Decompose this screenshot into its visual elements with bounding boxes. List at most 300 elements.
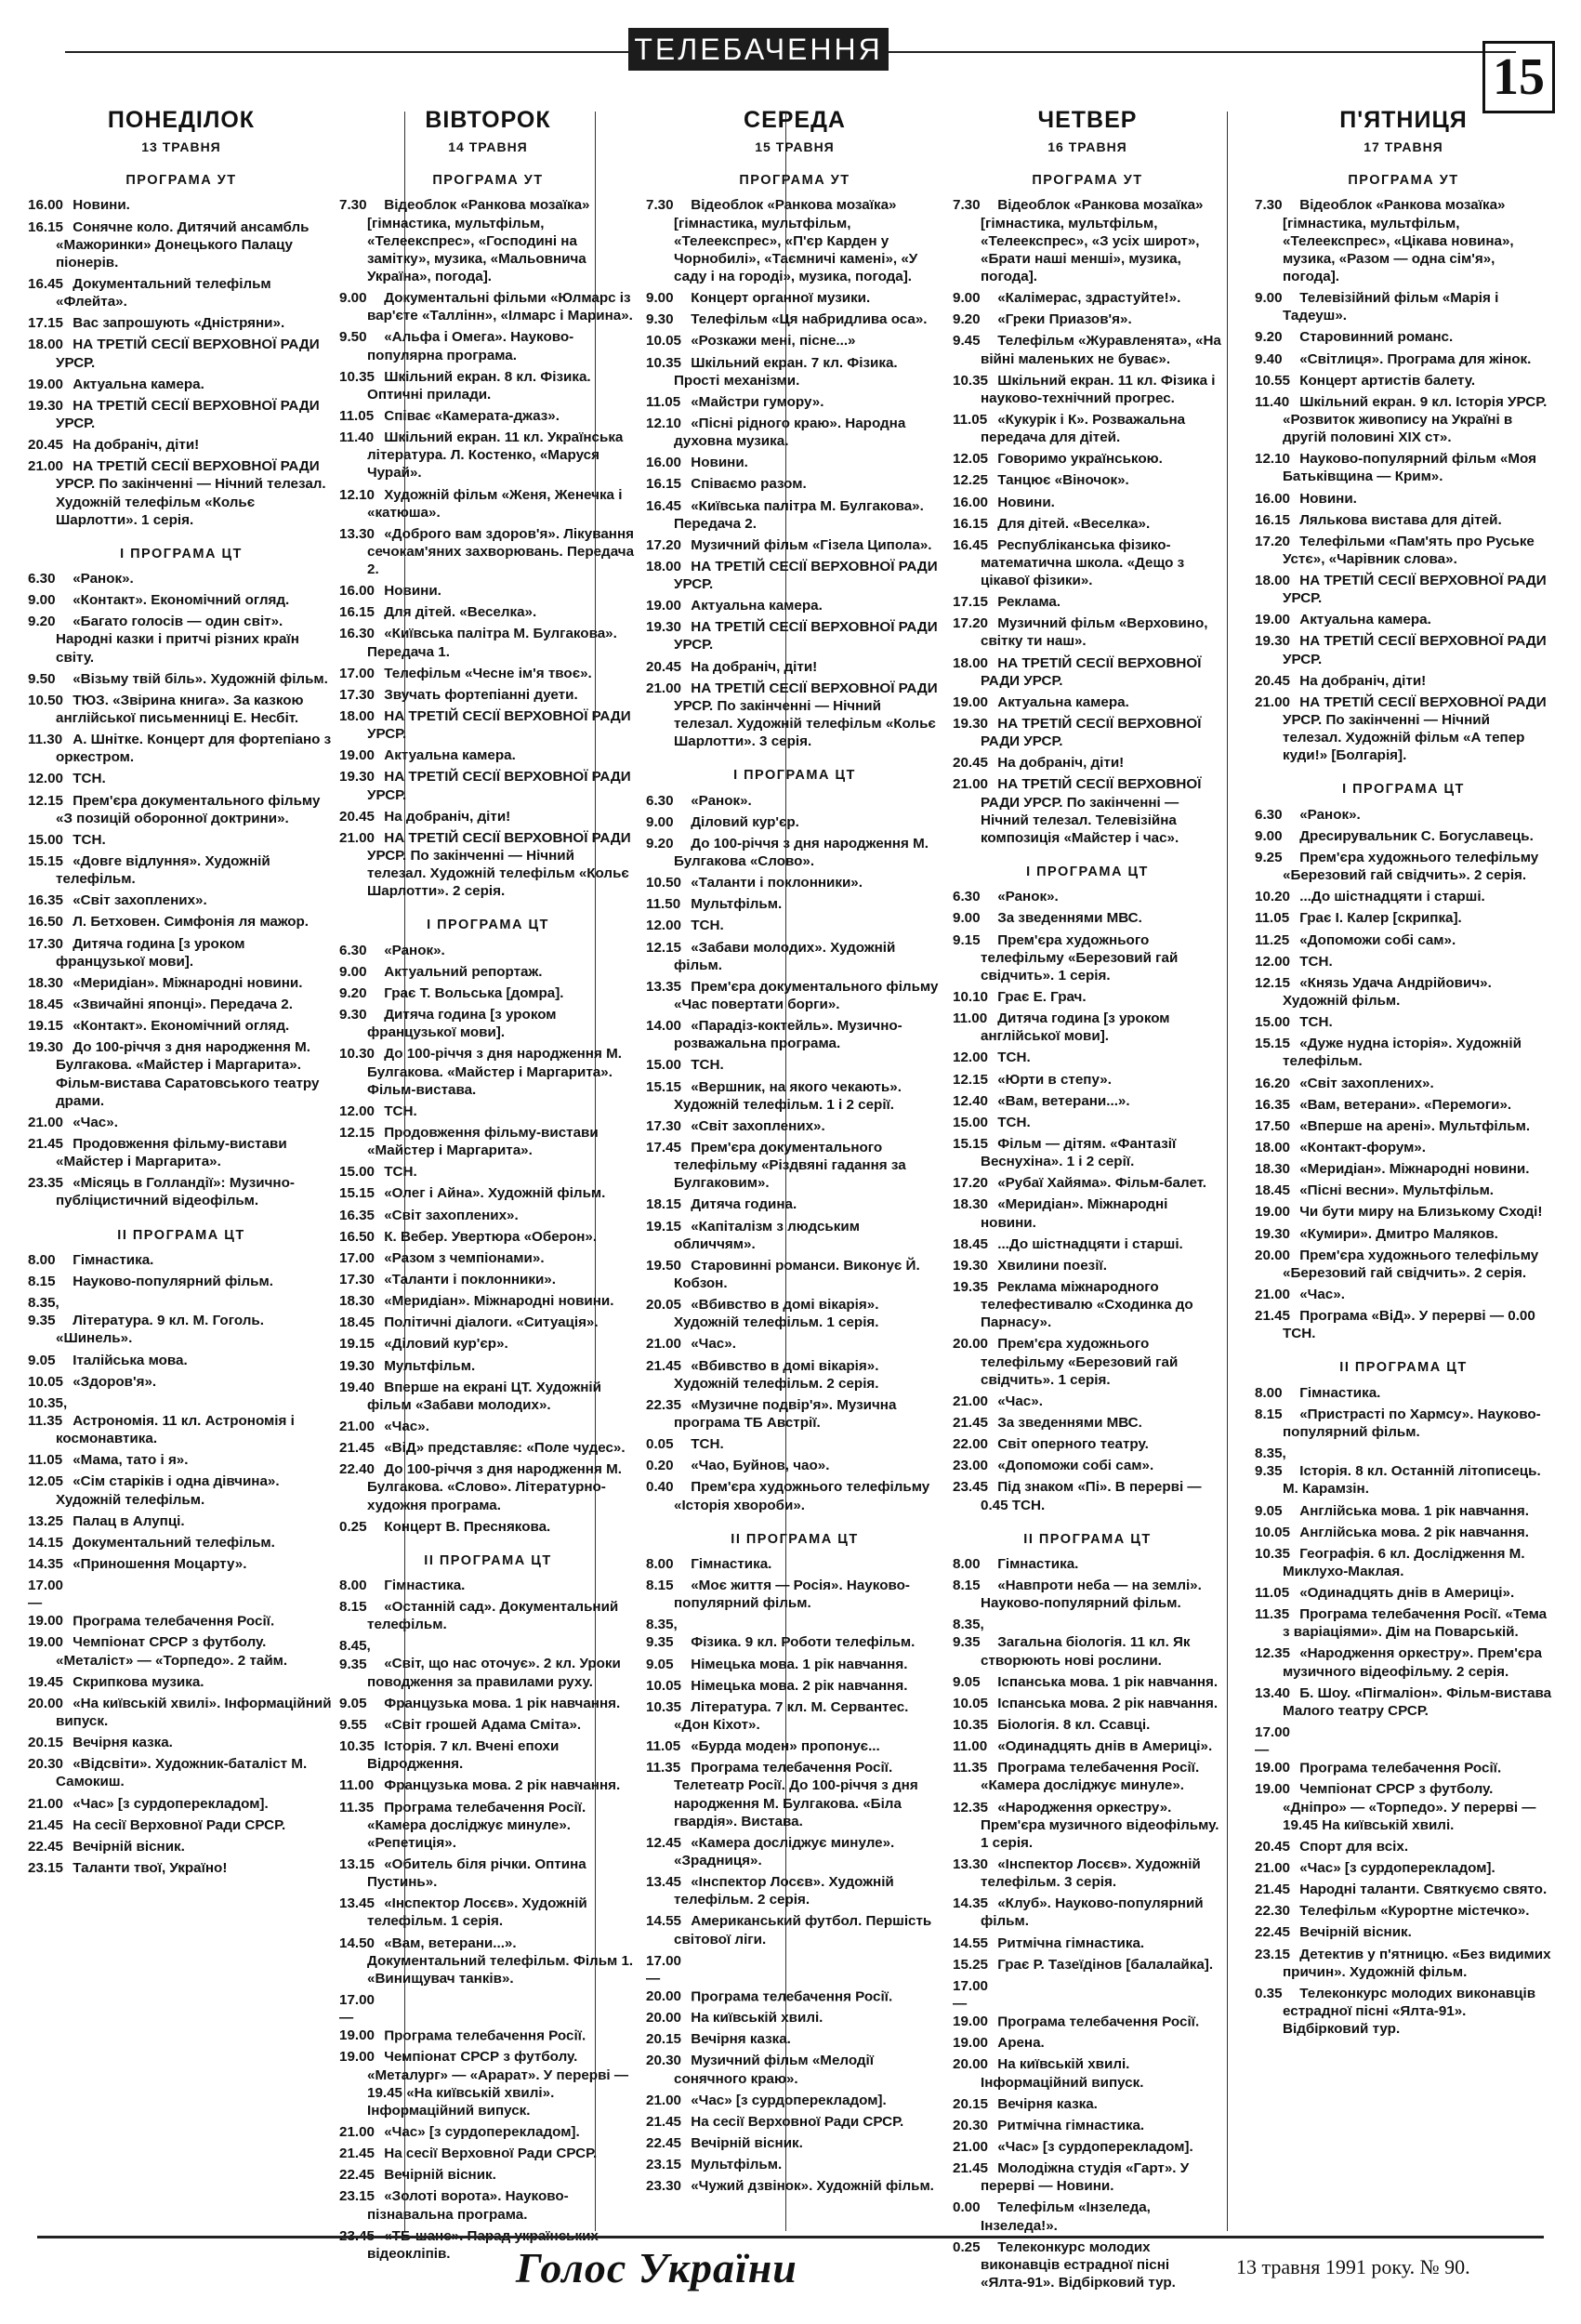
entry-title: «Чужий дзвінок». Художній фільм.: [691, 2178, 934, 2195]
schedule-entry: [646, 536, 943, 554]
entry-title: «Народження оркестру». Прем'єра музичного відеофільму. 1 серія.: [981, 1799, 1219, 1851]
schedule-entry: [646, 475, 943, 493]
entry-time: 11.25: [1255, 931, 1290, 948]
entry-time: 8.00: [1255, 1384, 1283, 1401]
entry-time: 22.35: [646, 1396, 682, 1413]
entry-title: НА ТРЕТІЙ СЕСІЇ ВЕРХОВНОЇ РАДИ УРСР.: [674, 619, 938, 654]
entry-time: 10.35: [339, 368, 375, 385]
entry-time: 9.05: [28, 1352, 56, 1368]
entry-time: 14.55: [646, 1913, 682, 1930]
entry-time: 14.35: [953, 1895, 989, 1912]
entry-title: Дресирувальник С. Богуславець.: [1299, 827, 1534, 844]
schedule-entry: [953, 775, 1222, 847]
entry-time: 11.05: [953, 411, 988, 428]
day-column: [1255, 102, 1552, 2231]
entry-title: «Клуб». Науково-популярний фільм.: [981, 1895, 1204, 1930]
schedule-entry: [28, 935, 335, 971]
entry-title: К. Вебер. Увертюра «Оберон».: [384, 1228, 598, 1245]
entry-title: «Доброго вам здоров'я». Лікування сечокам'яних захворювань. Передача 2.: [367, 525, 635, 578]
schedule-entry: [646, 597, 943, 614]
entry-time: 14.55: [953, 1934, 989, 1951]
schedule-entry: [339, 429, 637, 482]
schedule-entry: [1255, 1139, 1552, 1156]
entry-time: 9.00: [953, 290, 981, 307]
schedule-entry: [28, 1838, 335, 1855]
entry-time: 23.45: [339, 2227, 375, 2244]
entry-title: «ТБ-шанс». Парад українських відеокліпів.: [367, 2227, 599, 2262]
program-heading: І ПРОГРАМА ЦТ: [733, 768, 856, 784]
entry-time: 8.00: [646, 1555, 674, 1572]
entry-title: ТСН.: [384, 1103, 417, 1119]
schedule-entry: [646, 1396, 943, 1432]
entry-title: «Ранок».: [384, 942, 445, 958]
schedule-entry: [953, 1977, 1222, 2030]
entry-time: 9.40: [1255, 350, 1283, 367]
entry-time: 9.05: [953, 1673, 981, 1690]
entry-time: 13.30: [339, 525, 375, 542]
entry-time: 19.00: [953, 693, 989, 710]
schedule-entry: [646, 2177, 943, 2195]
entry-time: 23.00: [953, 1458, 989, 1474]
schedule-entry: [28, 1273, 335, 1290]
entry-title: «Меридіан». Міжнародні новини.: [981, 1196, 1168, 1231]
schedule-entry: [1255, 1524, 1552, 1541]
entry-time: 18.00: [1255, 573, 1291, 589]
entry-time: 19.45: [28, 1673, 64, 1690]
entry-title: «Сім старіків і одна дівчина». Художній телефільм.: [56, 1473, 280, 1508]
entry-title: Світ оперного театру.: [997, 1436, 1149, 1453]
entry-time: 16.35: [28, 892, 64, 909]
schedule-entry: [646, 1335, 943, 1353]
entry-title: Прем'єра художнього телефільму «Березовий гай свідчить». 2 серія.: [1283, 850, 1539, 884]
entry-title: Чемпіонат СРСР з футболу. «Металіст» — «Торпедо». 2 тайм.: [56, 1634, 288, 1669]
entry-time: 16.15: [953, 515, 989, 532]
schedule-entry: [339, 289, 637, 324]
entry-title: Грає Е. Грач.: [997, 989, 1087, 1005]
entry-time: 14.35: [28, 1555, 64, 1572]
schedule-entry: [1255, 1406, 1552, 1441]
schedule-entry: [646, 1737, 943, 1755]
entry-title: Актуальний репортаж.: [384, 963, 543, 980]
entry-title: Танцює «Віночок».: [997, 472, 1129, 489]
schedule-entry: [953, 1174, 1222, 1192]
entry-time: 21.00: [953, 776, 989, 793]
schedule-entry: [28, 974, 335, 992]
entry-time: 13.15: [339, 1856, 375, 1873]
entry-title: Програма телебачення Росії. «Камера досліджує минуле».: [981, 1760, 1200, 1794]
schedule-entry: [953, 494, 1222, 511]
entry-title: Концерт В. Преснякова.: [384, 1518, 551, 1535]
entry-title: Іспанська мова. 1 рік навчання.: [997, 1673, 1219, 1690]
schedule-entry: [953, 2055, 1222, 2091]
schedule-entry: [1255, 827, 1552, 845]
entry-title: ТСН.: [72, 771, 106, 787]
entry-time: 0.25: [953, 2238, 981, 2255]
entry-time: 20.00: [1255, 1247, 1291, 1263]
entry-title: «Меридіан». Міжнародні новини.: [72, 974, 303, 991]
entry-title: Дитяча година.: [691, 1196, 797, 1213]
entry-time: 21.00: [28, 1795, 64, 1812]
entry-title: Вечірній вісник.: [72, 1838, 185, 1855]
entry-time: 18.00: [646, 558, 682, 574]
entry-time: 10.10: [953, 989, 989, 1005]
schedule-entry: [28, 1512, 335, 1530]
entry-title: «Допоможи собі сам».: [1299, 931, 1456, 948]
entry-title: Вечірній вісник.: [691, 2135, 803, 2151]
entry-title: Програма телебачення Росії.: [384, 2027, 586, 2044]
schedule-entry: [646, 2092, 943, 2109]
entry-title: ТСН.: [997, 1114, 1031, 1130]
entry-title: Новини.: [384, 583, 441, 600]
schedule-entry: [1255, 1605, 1552, 1641]
schedule-entry: [646, 454, 943, 471]
entry-time: 11.30: [28, 732, 63, 748]
entry-title: «Світ захоплених».: [384, 1207, 519, 1223]
entry-title: Грає Р. Тазеїдінов [балалайка].: [997, 1956, 1214, 1973]
entry-time: 18.45: [953, 1235, 989, 1252]
entry-time: 19.30: [28, 397, 64, 414]
entry-time: 19.35: [953, 1278, 989, 1295]
entry-time: 11.40: [339, 429, 375, 446]
schedule-entry: [953, 593, 1222, 611]
schedule-entry: [339, 1271, 637, 1288]
entry-time: 6.30: [28, 571, 56, 588]
entry-time: 21.00: [646, 680, 682, 696]
entry-time: 19.15: [339, 1336, 375, 1353]
schedule-entry: [28, 770, 335, 787]
schedule-entry: [28, 1251, 335, 1269]
entry-time: 9.00: [28, 592, 56, 609]
entry-time: 21.00: [28, 458, 64, 475]
entry-title: «Допоможи собі сам».: [997, 1458, 1154, 1474]
schedule-entry: [646, 1555, 943, 1573]
schedule-entry: [28, 1555, 335, 1573]
entry-title: Актуальна камера.: [997, 693, 1129, 710]
entry-title: Програма телебачення Росії.: [997, 2014, 1200, 2030]
schedule-entry: [953, 1956, 1222, 1974]
schedule-entry: [953, 1616, 1222, 1669]
schedule-entry: [28, 692, 335, 727]
program-heading: ІІ ПРОГРАМА ЦТ: [731, 1531, 859, 1547]
schedule-entry: [339, 328, 637, 363]
schedule-entry: [1255, 953, 1552, 971]
entry-time: 8.00: [953, 1555, 981, 1572]
schedule-entry: [646, 1759, 943, 1830]
entry-time: 17.50: [1255, 1117, 1291, 1134]
entry-time: 12.15: [339, 1124, 375, 1141]
entry-time: 17.00—20.00: [646, 1952, 682, 2005]
day-column: [953, 102, 1222, 2291]
entry-title: «Час».: [72, 1114, 118, 1130]
entry-title: Музичний фільм «Мелодії сонячного краю».: [674, 2053, 875, 2087]
entry-time: 8.15: [646, 1578, 674, 1594]
entry-time: 16.30: [339, 626, 375, 642]
schedule-entry: [28, 852, 335, 888]
entry-title: «Вбивство в домі вікарія». Художній телефільм. 1 серія.: [674, 1297, 879, 1331]
entry-time: 11.00: [953, 1738, 988, 1755]
day-heading: ЧЕТВЕР: [1037, 107, 1138, 133]
entry-time: 23.30: [646, 2178, 682, 2195]
schedule-entry: [646, 1056, 943, 1074]
entry-time: 9.20: [1255, 329, 1283, 346]
entry-time: 12.15: [1255, 974, 1291, 991]
schedule-entry: [953, 1114, 1222, 1131]
entry-time: 21.00: [953, 1393, 989, 1409]
entry-title: Біологія. 8 кл. Ссавці.: [997, 1717, 1151, 1734]
schedule-entry: [28, 1695, 335, 1730]
entry-time: 15.15: [953, 1135, 989, 1152]
schedule-entry: [339, 1379, 637, 1414]
entry-time: 23.15: [1255, 1946, 1291, 1962]
entry-title: Сонячне коло. Дитячий ансамбль «Мажоринки» Донецького Палацу піонерів.: [56, 218, 310, 271]
entry-time: 19.00: [1255, 1781, 1291, 1798]
schedule-entry: [28, 731, 335, 766]
entry-time: 15.00: [646, 1057, 682, 1074]
entry-title: Відеоблок «Ранкова мозаїка» [гімнастика, мультфільм, «Телеекспрес», «Цікава новина», музика, «Разом — одна сім'я», погода].: [1283, 197, 1514, 284]
entry-title: НА ТРЕТІЙ СЕСІЇ ВЕРХОВНОЇ РАДИ УРСР.: [674, 558, 938, 593]
entry-title: Гімнастика.: [997, 1555, 1079, 1572]
schedule-entry: [339, 768, 637, 803]
entry-title: «Місяць в Голландії»: Музично-публіцистичний відеофільм.: [56, 1175, 295, 1209]
entry-time: 19.30: [1255, 1225, 1291, 1242]
schedule-entry: [953, 654, 1222, 690]
entry-time: 9.45: [953, 333, 981, 350]
schedule-entry: [28, 314, 335, 332]
schedule-entry: [339, 665, 637, 682]
schedule-entry: [646, 332, 943, 350]
entry-time: 16.00: [28, 197, 64, 214]
entry-title: Чемпіонат СРСР з футболу. «Металург» — «Арарат». У перерві — 19.45 «На київській хвилі». Інформаційний випуск.: [367, 2049, 629, 2119]
entry-title: Загальна біологія. 11 кл. Як створюють нові рослини.: [981, 1634, 1191, 1669]
schedule-entry: [339, 2145, 637, 2162]
entry-title: «Князь Удача Андрійович». Художній фільм.: [1283, 974, 1492, 1009]
entry-title: Актуальна камера.: [384, 747, 516, 764]
entry-title: ТСН.: [1299, 953, 1333, 970]
entry-title: «Юрти в степу».: [997, 1071, 1112, 1088]
entry-time: 11.05: [1255, 1585, 1290, 1602]
entry-title: Таланти твої, Україно!: [72, 1860, 228, 1877]
entry-time: 20.00: [953, 2056, 989, 2073]
entry-time: 15.25: [953, 1956, 989, 1973]
entry-title: «Вам, ветерани». «Перемоги».: [1299, 1096, 1512, 1113]
entry-title: Вечірня казка.: [691, 2031, 791, 2048]
entry-title: Шкільний екран. 11 кл. Українська література. Л. Костенко, «Маруся Чурай».: [367, 429, 624, 482]
entry-time: 23.15: [28, 1860, 64, 1877]
entry-title: Фізика. 9 кл. Роботи телефільм.: [691, 1634, 916, 1651]
entry-title: Політичні діалоги. «Ситуація».: [384, 1314, 599, 1331]
entry-title: На сесії Верховної Ради СРСР.: [384, 2146, 598, 2162]
schedule-entry: [953, 1435, 1222, 1453]
entry-time: 17.00—19.00: [1255, 1724, 1291, 1776]
entry-title: «Олег і Айна». Художній фільм.: [384, 1185, 606, 1202]
entry-title: На добраніч, діти!: [384, 808, 511, 825]
entry-title: ТСН.: [691, 1436, 724, 1453]
entry-title: Лялькова вистава для дітей.: [1299, 511, 1502, 528]
schedule-entry: [646, 310, 943, 328]
schedule-entry: [1255, 1225, 1552, 1243]
schedule-entry: [1255, 1723, 1552, 1776]
entry-time: 7.30: [646, 197, 674, 214]
schedule-entry: [1255, 1502, 1552, 1520]
entry-time: 16.50: [28, 914, 64, 931]
schedule-entry: [953, 754, 1222, 772]
entry-time: 7.30: [339, 197, 367, 214]
entry-time: 18.30: [953, 1196, 989, 1213]
schedule-entry: [953, 2159, 1222, 2195]
schedule-entry: [1255, 1160, 1552, 1178]
schedule-entry: [1255, 1035, 1552, 1070]
entry-time: 9.00: [339, 963, 367, 980]
entry-time: 13.25: [28, 1512, 64, 1529]
entry-time: 19.30: [1255, 633, 1291, 650]
entry-time: 23.15: [646, 2157, 682, 2173]
program-heading: ІІ ПРОГРАМА ЦТ: [424, 1552, 552, 1568]
schedule-entry: [28, 1472, 335, 1508]
entry-time: 9.50: [339, 329, 367, 346]
entry-time: 21.45: [339, 2146, 375, 2162]
entry-time: 12.15: [646, 939, 682, 956]
program-heading: ПРОГРАМА УТ: [739, 173, 850, 189]
schedule-entry: [28, 831, 335, 849]
schedule-entry: [339, 2166, 637, 2184]
entry-title: Дитяча година [з уроком французької мови].: [367, 1007, 557, 1041]
schedule-entry: [646, 354, 943, 390]
schedule-entry: [1255, 1013, 1552, 1031]
entry-time: 15.15: [339, 1185, 375, 1202]
entry-time: 18.30: [1255, 1161, 1291, 1178]
schedule-entry: [339, 686, 637, 704]
entry-time: 21.45: [953, 2160, 989, 2177]
entry-title: «Вам, ветерани...». Документальний телефільм. Фільм 1. «Винищувач танків».: [367, 1934, 634, 1987]
schedule-entry: [339, 525, 637, 578]
schedule-entry: [28, 1859, 335, 1877]
entry-title: Грає І. Калер [скрипка].: [1299, 910, 1462, 927]
schedule-entry: [1255, 806, 1552, 824]
schedule-entry: [1255, 909, 1552, 927]
entry-title: Астрономія. 11 кл. Астрономія і космонавтика.: [56, 1412, 295, 1447]
entry-title: НА ТРЕТІЙ СЕСІЇ ВЕРХОВНОЇ РАДИ УРСР. По закінченні — Нічний телезал. Художній фільм «А тепер куди!» [Болгарія].: [1283, 693, 1547, 764]
entry-time: 16.00: [339, 583, 375, 600]
entry-title: До 100-річчя з дня народження М. Булгакова. «Слово». Літературно-художня програма.: [367, 1461, 622, 1513]
entry-title: «Інспектор Лосєв». Художній телефільм. 1 серія.: [367, 1895, 587, 1930]
entry-time: 20.00: [646, 2010, 682, 2027]
schedule-entry: [28, 1017, 335, 1035]
entry-title: Телевізійний фільм «Марія і Тадеуш».: [1283, 290, 1499, 324]
entry-time: 9.00: [953, 910, 981, 927]
entry-time: 20.45: [646, 658, 682, 675]
schedule-entry: [339, 625, 637, 660]
entry-title: На сесії Верховної Ради СРСР.: [691, 2113, 904, 2130]
entry-time: 16.00: [1255, 490, 1291, 507]
schedule-entry: [1255, 533, 1552, 568]
entry-time: 12.00: [28, 771, 64, 787]
entry-title: ТСН.: [691, 918, 724, 934]
entry-time: 0.35: [1255, 1985, 1283, 2001]
entry-title: Реклама.: [997, 594, 1061, 611]
entry-time: 9.55: [339, 1717, 367, 1734]
schedule-entry: [1255, 672, 1552, 690]
entry-title: «Капіталізм з людським обличчям».: [674, 1218, 860, 1252]
schedule-entry: [339, 942, 637, 959]
entry-time: 20.15: [646, 2031, 682, 2048]
entry-title: Телефільм «Журавленята», «На війні маленьких не буває».: [981, 333, 1221, 367]
entry-time: 20.30: [646, 2053, 682, 2069]
entry-time: 12.40: [953, 1092, 989, 1109]
entry-title: Чи бути миру на Близькому Сході!: [1299, 1204, 1543, 1221]
day-heading: П'ЯТНИЦЯ: [1339, 107, 1468, 133]
entry-time: 10.05: [1255, 1524, 1291, 1540]
entry-time: 10.50: [28, 692, 64, 708]
entry-title: Документальний телефільм «Флейта».: [56, 275, 271, 310]
entry-time: 8.35, 9.35: [646, 1617, 678, 1651]
schedule-entry: [28, 996, 335, 1013]
entry-time: 17.20: [953, 1175, 989, 1192]
schedule-entry: [28, 613, 335, 666]
entry-time: 12.05: [953, 451, 989, 468]
entry-title: «Київська палітра М. Булгакова». Передача 2.: [674, 497, 924, 532]
entry-title: На добраніч, діти!: [997, 755, 1125, 772]
entry-time: 11.05: [646, 1738, 681, 1755]
entry-time: 17.20: [1255, 533, 1291, 549]
schedule-entry: [339, 1895, 637, 1930]
entry-time: 11.35: [1255, 1606, 1290, 1623]
entry-title: Арена.: [997, 2035, 1045, 2052]
entry-title: «Час» [з сурдоперекладом].: [72, 1795, 269, 1812]
entry-time: 17.30: [646, 1117, 682, 1134]
schedule-entry: [28, 1734, 335, 1751]
schedule-entry: [646, 1296, 943, 1331]
entry-title: Відеоблок «Ранкова мозаїка» [гімнастика, мультфільм, «Телеекспрес», «Господині на замітку», музика, «Мальовнича Україна», погода].: [367, 197, 590, 284]
entry-title: Спорт для всіх.: [1299, 1838, 1409, 1855]
entry-title: «Таланти і поклонники».: [384, 1271, 556, 1287]
entry-time: 12.10: [339, 486, 375, 503]
entry-title: Вперше на екрані ЦТ. Художній фільм «Забави молодих».: [367, 1379, 601, 1413]
entry-title: Вечірній вісник.: [384, 2167, 496, 2184]
entry-title: Прем'єра художнього телефільму «Березовий гай свідчить». 2 серія.: [1283, 1247, 1539, 1281]
entry-time: 21.00: [1255, 1860, 1291, 1877]
entry-time: 9.00: [646, 290, 674, 307]
entry-title: Гімнастика.: [691, 1555, 772, 1572]
entry-title: Програма телебачення Росії. «Тема з варіаціями». Дім на Поварській.: [1283, 1606, 1548, 1641]
schedule-entry: [28, 591, 335, 609]
schedule-entry: [339, 2048, 637, 2119]
schedule-entry: [646, 289, 943, 307]
entry-title: Французька мова. 2 рік навчання.: [384, 1777, 621, 1794]
schedule-entry: [953, 1759, 1222, 1794]
schedule-entry: [953, 1414, 1222, 1432]
entry-time: 15.00: [28, 831, 64, 848]
entry-time: 20.30: [953, 2117, 989, 2133]
entry-time: 21.45: [646, 2113, 682, 2130]
entry-time: 12.15: [28, 792, 64, 809]
entry-time: 17.00—19.00: [953, 1977, 989, 2030]
entry-title: НА ТРЕТІЙ СЕСІЇ ВЕРХОВНОЇ РАДИ УРСР. По закінченні — Нічний телезал. Художній телефільм «Кольє Шарлотти». 3 серія.: [674, 680, 938, 750]
schedule-entry: [953, 1673, 1222, 1691]
schedule-entry: [28, 1534, 335, 1552]
entry-time: 16.45: [953, 536, 989, 553]
entry-time: 16.00: [646, 455, 682, 471]
program-heading: ІІ ПРОГРАМА ЦТ: [117, 1227, 245, 1243]
schedule-entry: [646, 792, 943, 810]
entry-title: ТСН.: [72, 831, 106, 848]
entry-time: 8.15: [28, 1273, 56, 1289]
schedule-entry: [339, 1934, 637, 1987]
entry-time: 19.40: [339, 1379, 375, 1395]
day-column: [339, 102, 637, 2262]
schedule-entry: [646, 1435, 943, 1453]
entry-title: «Контакт». Економічний огляд.: [72, 592, 290, 609]
entry-title: Фільм — дітям. «Фантазії Веснухіна». 1 і 2 серії.: [981, 1135, 1177, 1170]
